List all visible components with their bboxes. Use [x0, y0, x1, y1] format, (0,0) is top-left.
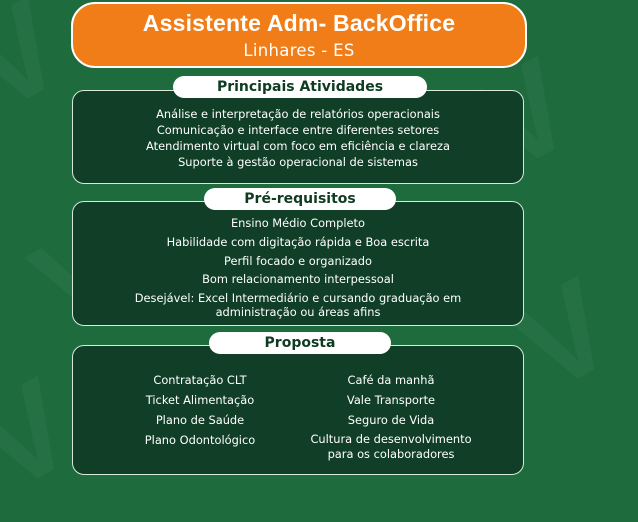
activities-list — [73, 91, 523, 170]
benefit-item: Plano Odontológico — [144, 433, 256, 447]
requirement-item: Perfil focado e organizado — [224, 253, 372, 268]
benefit-item: Vale Transporte — [346, 393, 436, 407]
activity-item: Atendimento virtual com foco em eficiência e clareza — [146, 139, 450, 153]
benefit-item: Café da manhã — [347, 373, 435, 387]
proposal-right-column — [296, 370, 486, 462]
benefit-item: Seguro de Vida — [347, 413, 435, 427]
activity-item: Suporte à gestão operacional de sistemas — [178, 155, 418, 169]
proposal-left-column — [105, 370, 295, 450]
benefit-item: Plano de Saúde — [155, 413, 245, 427]
job-title: Assistente Adm- BackOffice — [142, 10, 456, 36]
benefit-item: Cultura de desenvolvimento para os colaboradores — [310, 432, 472, 461]
activity-item: Análise e interpretação de relatórios operacionais — [156, 107, 440, 121]
job-header — [71, 2, 527, 68]
activities-heading: Principais Atividades — [173, 76, 427, 98]
requirement-item: Desejável: Excel Intermediário e cursando graduação em administração ou áreas afins — [134, 291, 462, 320]
requirements-card — [72, 201, 524, 326]
benefit-item: Ticket Alimentação — [145, 393, 255, 407]
job-location: Linhares - ES — [243, 41, 355, 60]
activity-item: Comunicação e interface entre diferentes setores — [156, 123, 440, 137]
benefit-item: Contratação CLT — [153, 373, 247, 387]
requirements-list — [73, 202, 523, 319]
requirement-item: Bom relacionamento interpessoal — [202, 272, 394, 287]
requirements-heading: Pré-requisitos — [204, 188, 396, 210]
activities-card — [72, 90, 524, 184]
proposal-heading: Proposta — [209, 332, 391, 354]
requirement-item: Ensino Médio Completo — [230, 216, 365, 230]
requirement-item: Habilidade com digitação rápida e Boa escrita — [166, 234, 430, 249]
proposal-card — [72, 345, 524, 475]
